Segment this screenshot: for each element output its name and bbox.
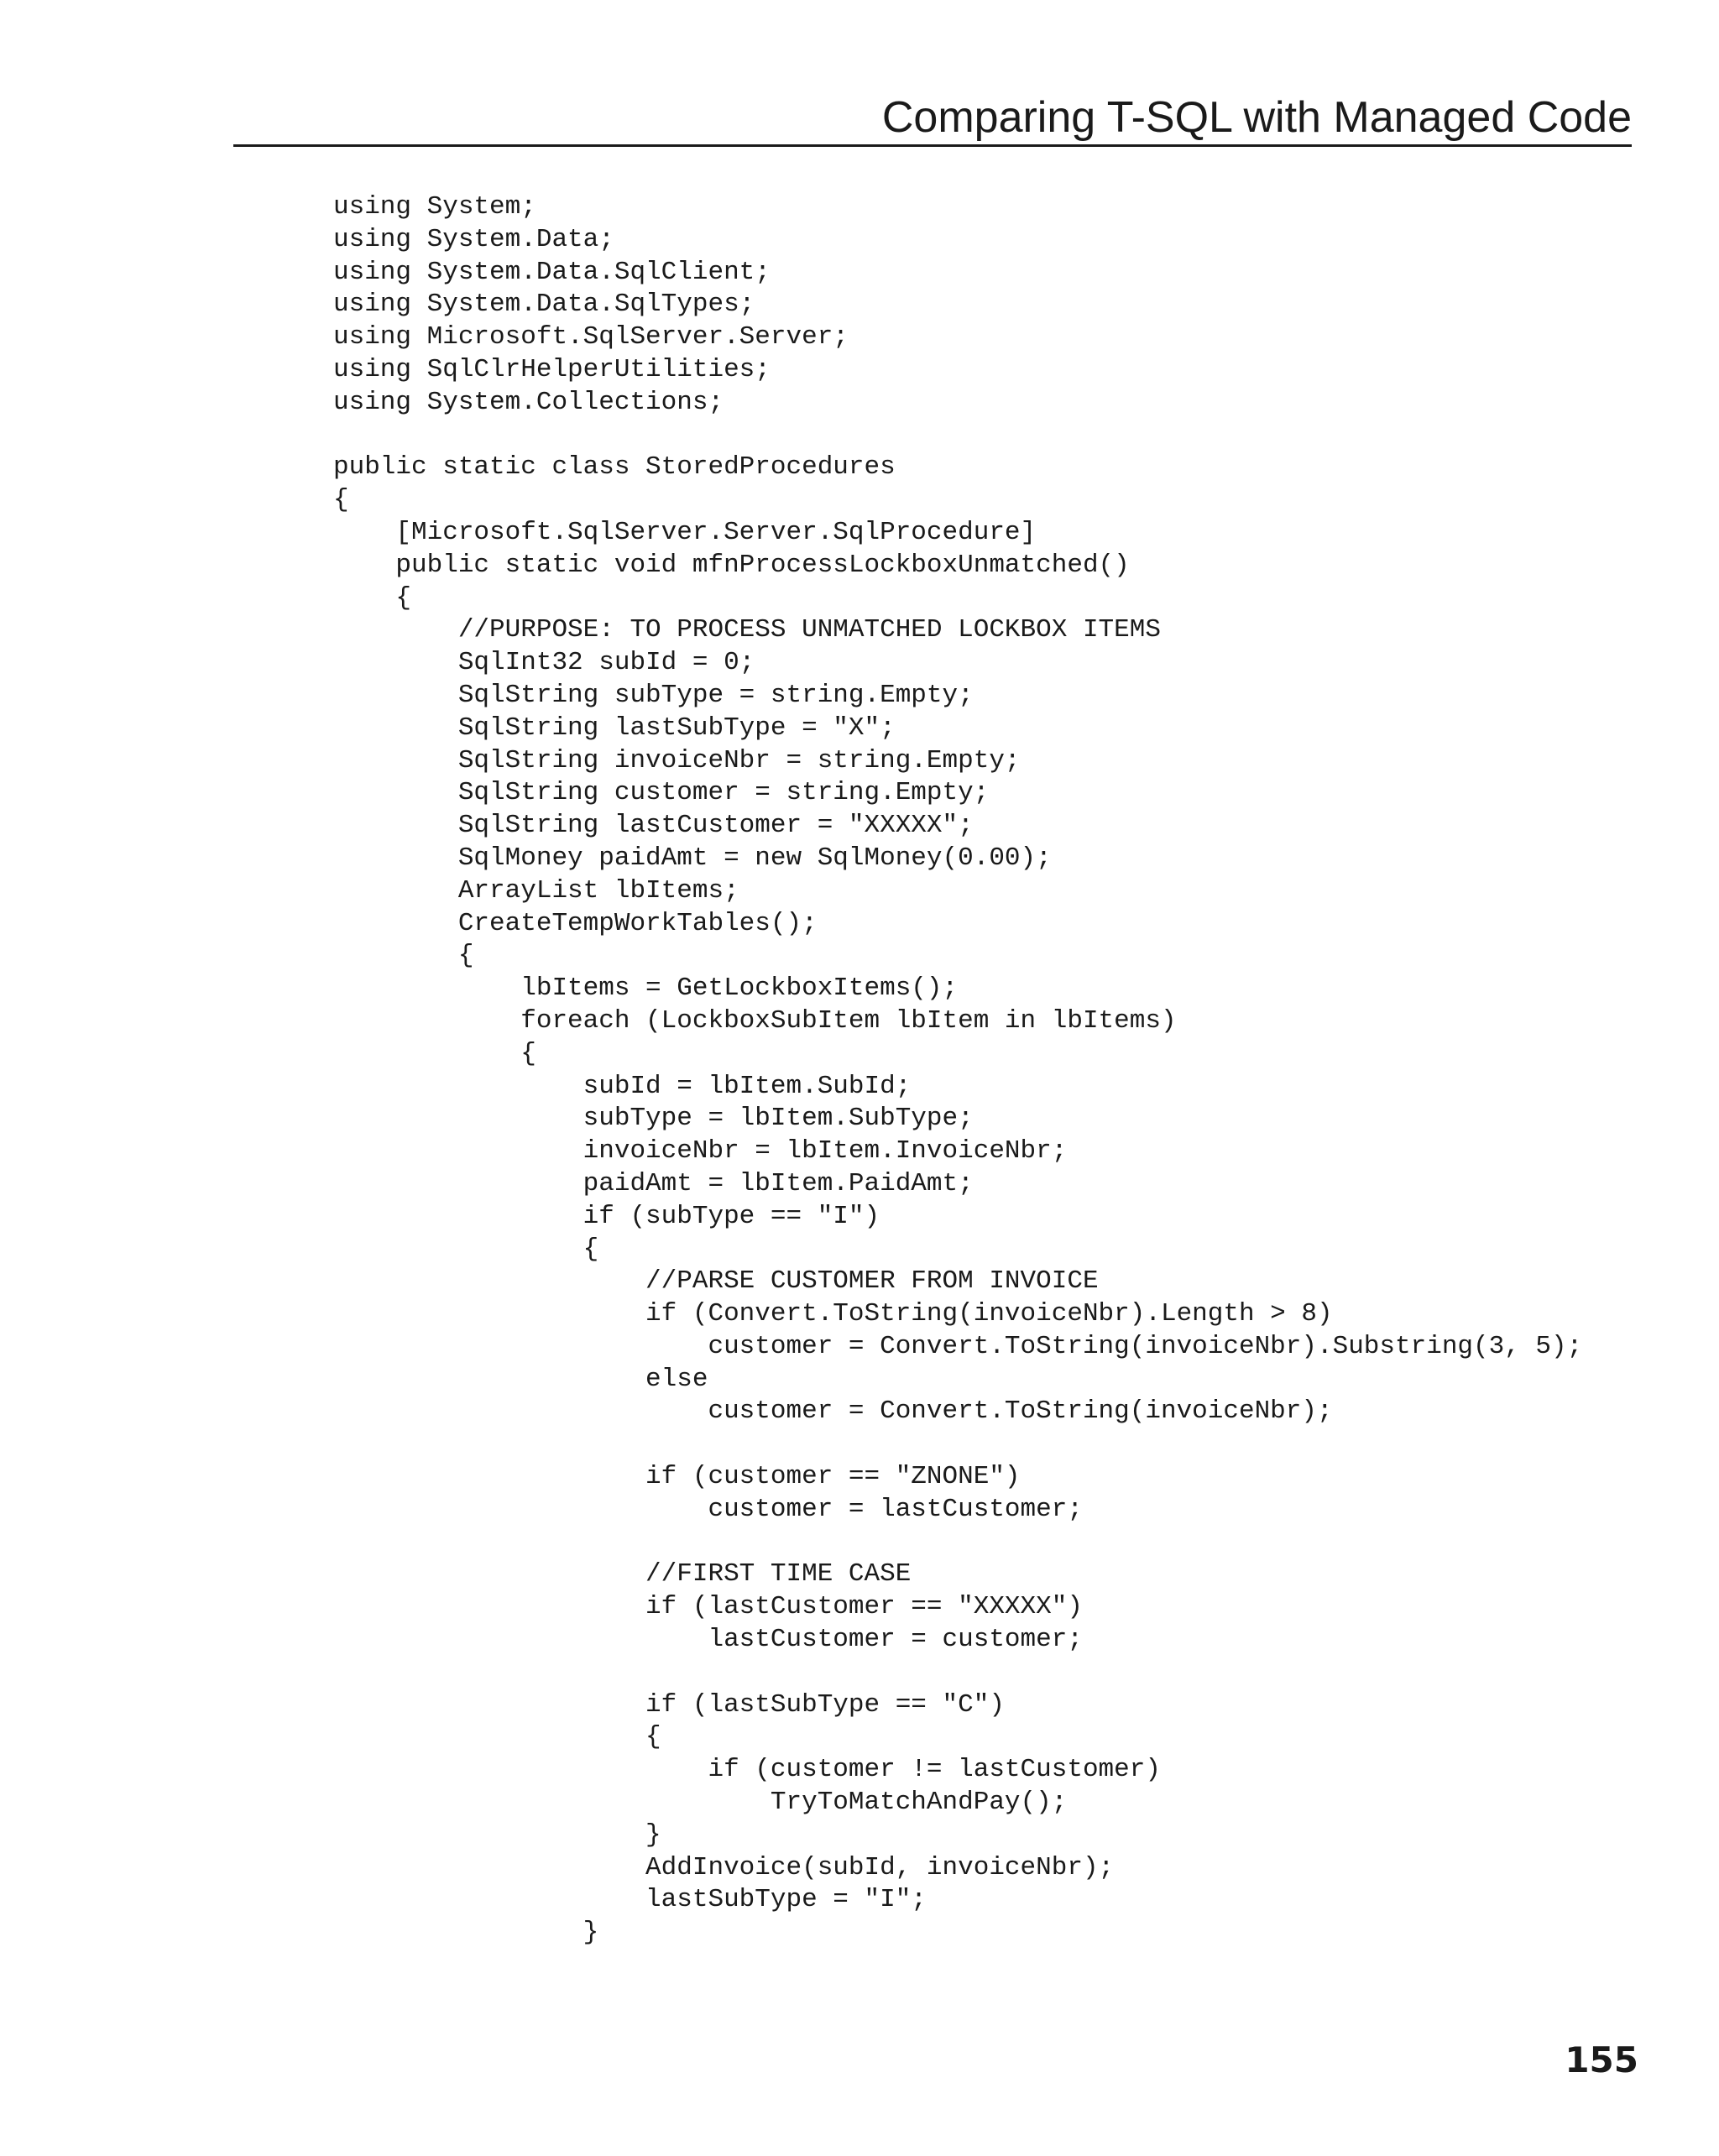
code-line: SqlInt32 subId = 0; [333, 648, 755, 678]
code-listing [333, 191, 1643, 1950]
code-line: customer = Convert.ToString(invoiceNbr); [333, 1396, 1333, 1427]
code-line: invoiceNbr = lbItem.InvoiceNbr; [333, 1136, 1068, 1167]
code-line: SqlMoney paidAmt = new SqlMoney(0.00); [333, 843, 1052, 873]
code-line: SqlString lastSubType = "X"; [333, 713, 896, 743]
code-line [333, 1657, 1643, 1689]
code-line: //PARSE CUSTOMER FROM INVOICE [333, 1266, 1099, 1297]
code-line: SqlString subType = string.Empty; [333, 680, 974, 710]
code-line: customer = lastCustomer; [333, 1494, 1083, 1524]
code-line: TryToMatchAndPay(); [333, 1788, 1068, 1818]
chapter-title: Comparing T-SQL with Managed Code [881, 93, 1632, 142]
code-line: subId = lbItem.SubId; [333, 1071, 912, 1101]
code-line: { [333, 485, 349, 515]
code-line: } [333, 1819, 661, 1850]
code-line: if (customer == "ZNONE") [333, 1462, 1021, 1492]
code-line: using System.Data; [333, 224, 614, 254]
code-line: using System.Collections; [333, 387, 724, 417]
code-line: lastCustomer = customer; [333, 1625, 1083, 1655]
code-line: if (Convert.ToString(invoiceNbr).Length > 8) [333, 1299, 1333, 1329]
code-line [333, 1527, 1643, 1559]
code-line: ArrayList lbItems; [333, 875, 739, 906]
code-line: [Microsoft.SqlServer.Server.SqlProcedure] [333, 517, 1037, 547]
code-line: public static class StoredProcedures [333, 452, 896, 483]
code-line: SqlString lastCustomer = "XXXXX"; [333, 811, 974, 841]
code-line [333, 1428, 1643, 1461]
code-line: } [333, 1918, 599, 1948]
code-line: { [333, 1038, 536, 1068]
code-line: if (subType == "I") [333, 1201, 880, 1231]
code-line: if (customer != lastCustomer) [333, 1755, 1161, 1785]
code-line: public static void mfnProcessLockboxUnmatched() [333, 550, 1130, 580]
code-line: else [333, 1364, 708, 1394]
code-line: subType = lbItem.SubType; [333, 1104, 974, 1134]
code-line: foreach (LockboxSubItem lbItem in lbItems) [333, 1005, 1177, 1036]
code-line [333, 420, 1643, 452]
running-header [233, 87, 1632, 147]
code-line: //PURPOSE: TO PROCESS UNMATCHED LOCKBOX ITEMS [333, 615, 1161, 645]
code-line: using Microsoft.SqlServer.Server; [333, 322, 849, 352]
code-line: { [333, 1722, 661, 1752]
code-line: if (lastSubType == "C") [333, 1689, 1005, 1720]
code-line: SqlString invoiceNbr = string.Empty; [333, 745, 1021, 775]
code-line: if (lastCustomer == "XXXXX") [333, 1592, 1083, 1622]
code-line: lbItems = GetLockboxItems(); [333, 974, 959, 1004]
code-line: using SqlClrHelperUtilities; [333, 354, 771, 384]
code-line: //FIRST TIME CASE [333, 1559, 912, 1590]
code-line: { [333, 582, 412, 613]
code-line: { [333, 1234, 599, 1264]
code-line: using System.Data.SqlTypes; [333, 290, 755, 320]
code-line: customer = Convert.ToString(invoiceNbr).Substring(3, 5); [333, 1331, 1583, 1361]
code-line: lastSubType = "I"; [333, 1885, 927, 1915]
code-line: { [333, 941, 474, 971]
code-line: using System; [333, 192, 536, 222]
page-number: 155 [1565, 2039, 1638, 2080]
code-line: CreateTempWorkTables(); [333, 908, 818, 938]
code-line: SqlString customer = string.Empty; [333, 778, 990, 808]
code-line: using System.Data.SqlClient; [333, 257, 771, 287]
code-line: paidAmt = lbItem.PaidAmt; [333, 1168, 974, 1198]
code-line: AddInvoice(subId, invoiceNbr); [333, 1852, 1115, 1882]
